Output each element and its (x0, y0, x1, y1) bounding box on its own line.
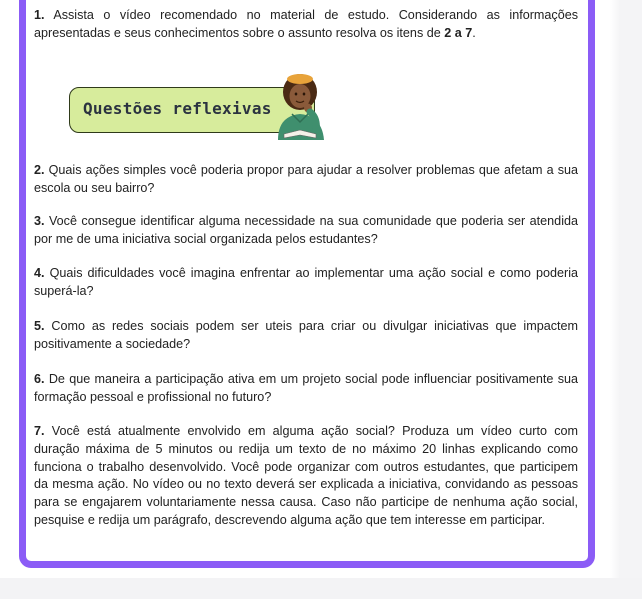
question-number: 6. (34, 372, 45, 386)
intro-text-end: . (472, 25, 476, 40)
intro-text: Assista o vídeo recomendado no material de estudo. Considerando as informações apresentadas e seus conhecimentos sobre o assunto resolva os itens de (34, 8, 578, 40)
question-text: De que maneira a participação ativa em um projeto social pode influenciar positivamente sua formação pessoal e profissional no futuro? (34, 372, 579, 404)
question-text: Quais ações simples você poderia propor para ajudar a resolver problemas que afetam a sua escola ou seu bairro? (34, 163, 578, 195)
question-text: Você está atualmente envolvido em alguma ação social? Produza um vídeo curto com duração máxima de 5 minutos ou redija um texto de no máximo 20 linhas explicando como funciona o trabalho desenvolvido. Você pode organizar com outros estudantes, que participem da mesma ação. No vídeo ou no texto deverá ser explicada a iniciativa, convidando as pessoas para se engajarem voluntariamente nessa causa. Caso não participe de nenhuma ação social, pesquise e redija um parágrafo, descrevendo alguma ação que tem interesse em participar. (34, 424, 578, 527)
intro-paragraph (34, 7, 578, 43)
question-6 (34, 371, 578, 407)
question-5 (34, 318, 578, 354)
question-text: Como as redes sociais podem ser uteis para criar ou divulgar iniciativas que impactem positivamente a sociedade? (34, 319, 578, 351)
question-7 (34, 423, 578, 530)
banner-title: Questões reflexivas (83, 99, 272, 118)
student-illustration-icon (270, 70, 332, 140)
question-number: 3. (34, 214, 45, 228)
question-2 (34, 162, 578, 198)
question-text: Quais dificuldades você imagina enfrentar ao implementar uma ação social e como poderia superá-la? (34, 266, 579, 298)
question-4 (34, 265, 578, 301)
question-text: Você consegue identificar alguma necessidade na sua comunidade que poderia ser atendida por me de uma iniciativa social organizada pelos estudantes? (34, 214, 578, 246)
question-number: 7. (34, 424, 45, 438)
intro-number: 1. (34, 8, 45, 22)
page-bottom-band (0, 578, 642, 599)
intro-range: 2 a 7 (444, 25, 473, 40)
question-number: 2. (34, 163, 45, 177)
question-number: 5. (34, 319, 45, 333)
question-number: 4. (34, 266, 45, 280)
question-3 (34, 213, 578, 249)
